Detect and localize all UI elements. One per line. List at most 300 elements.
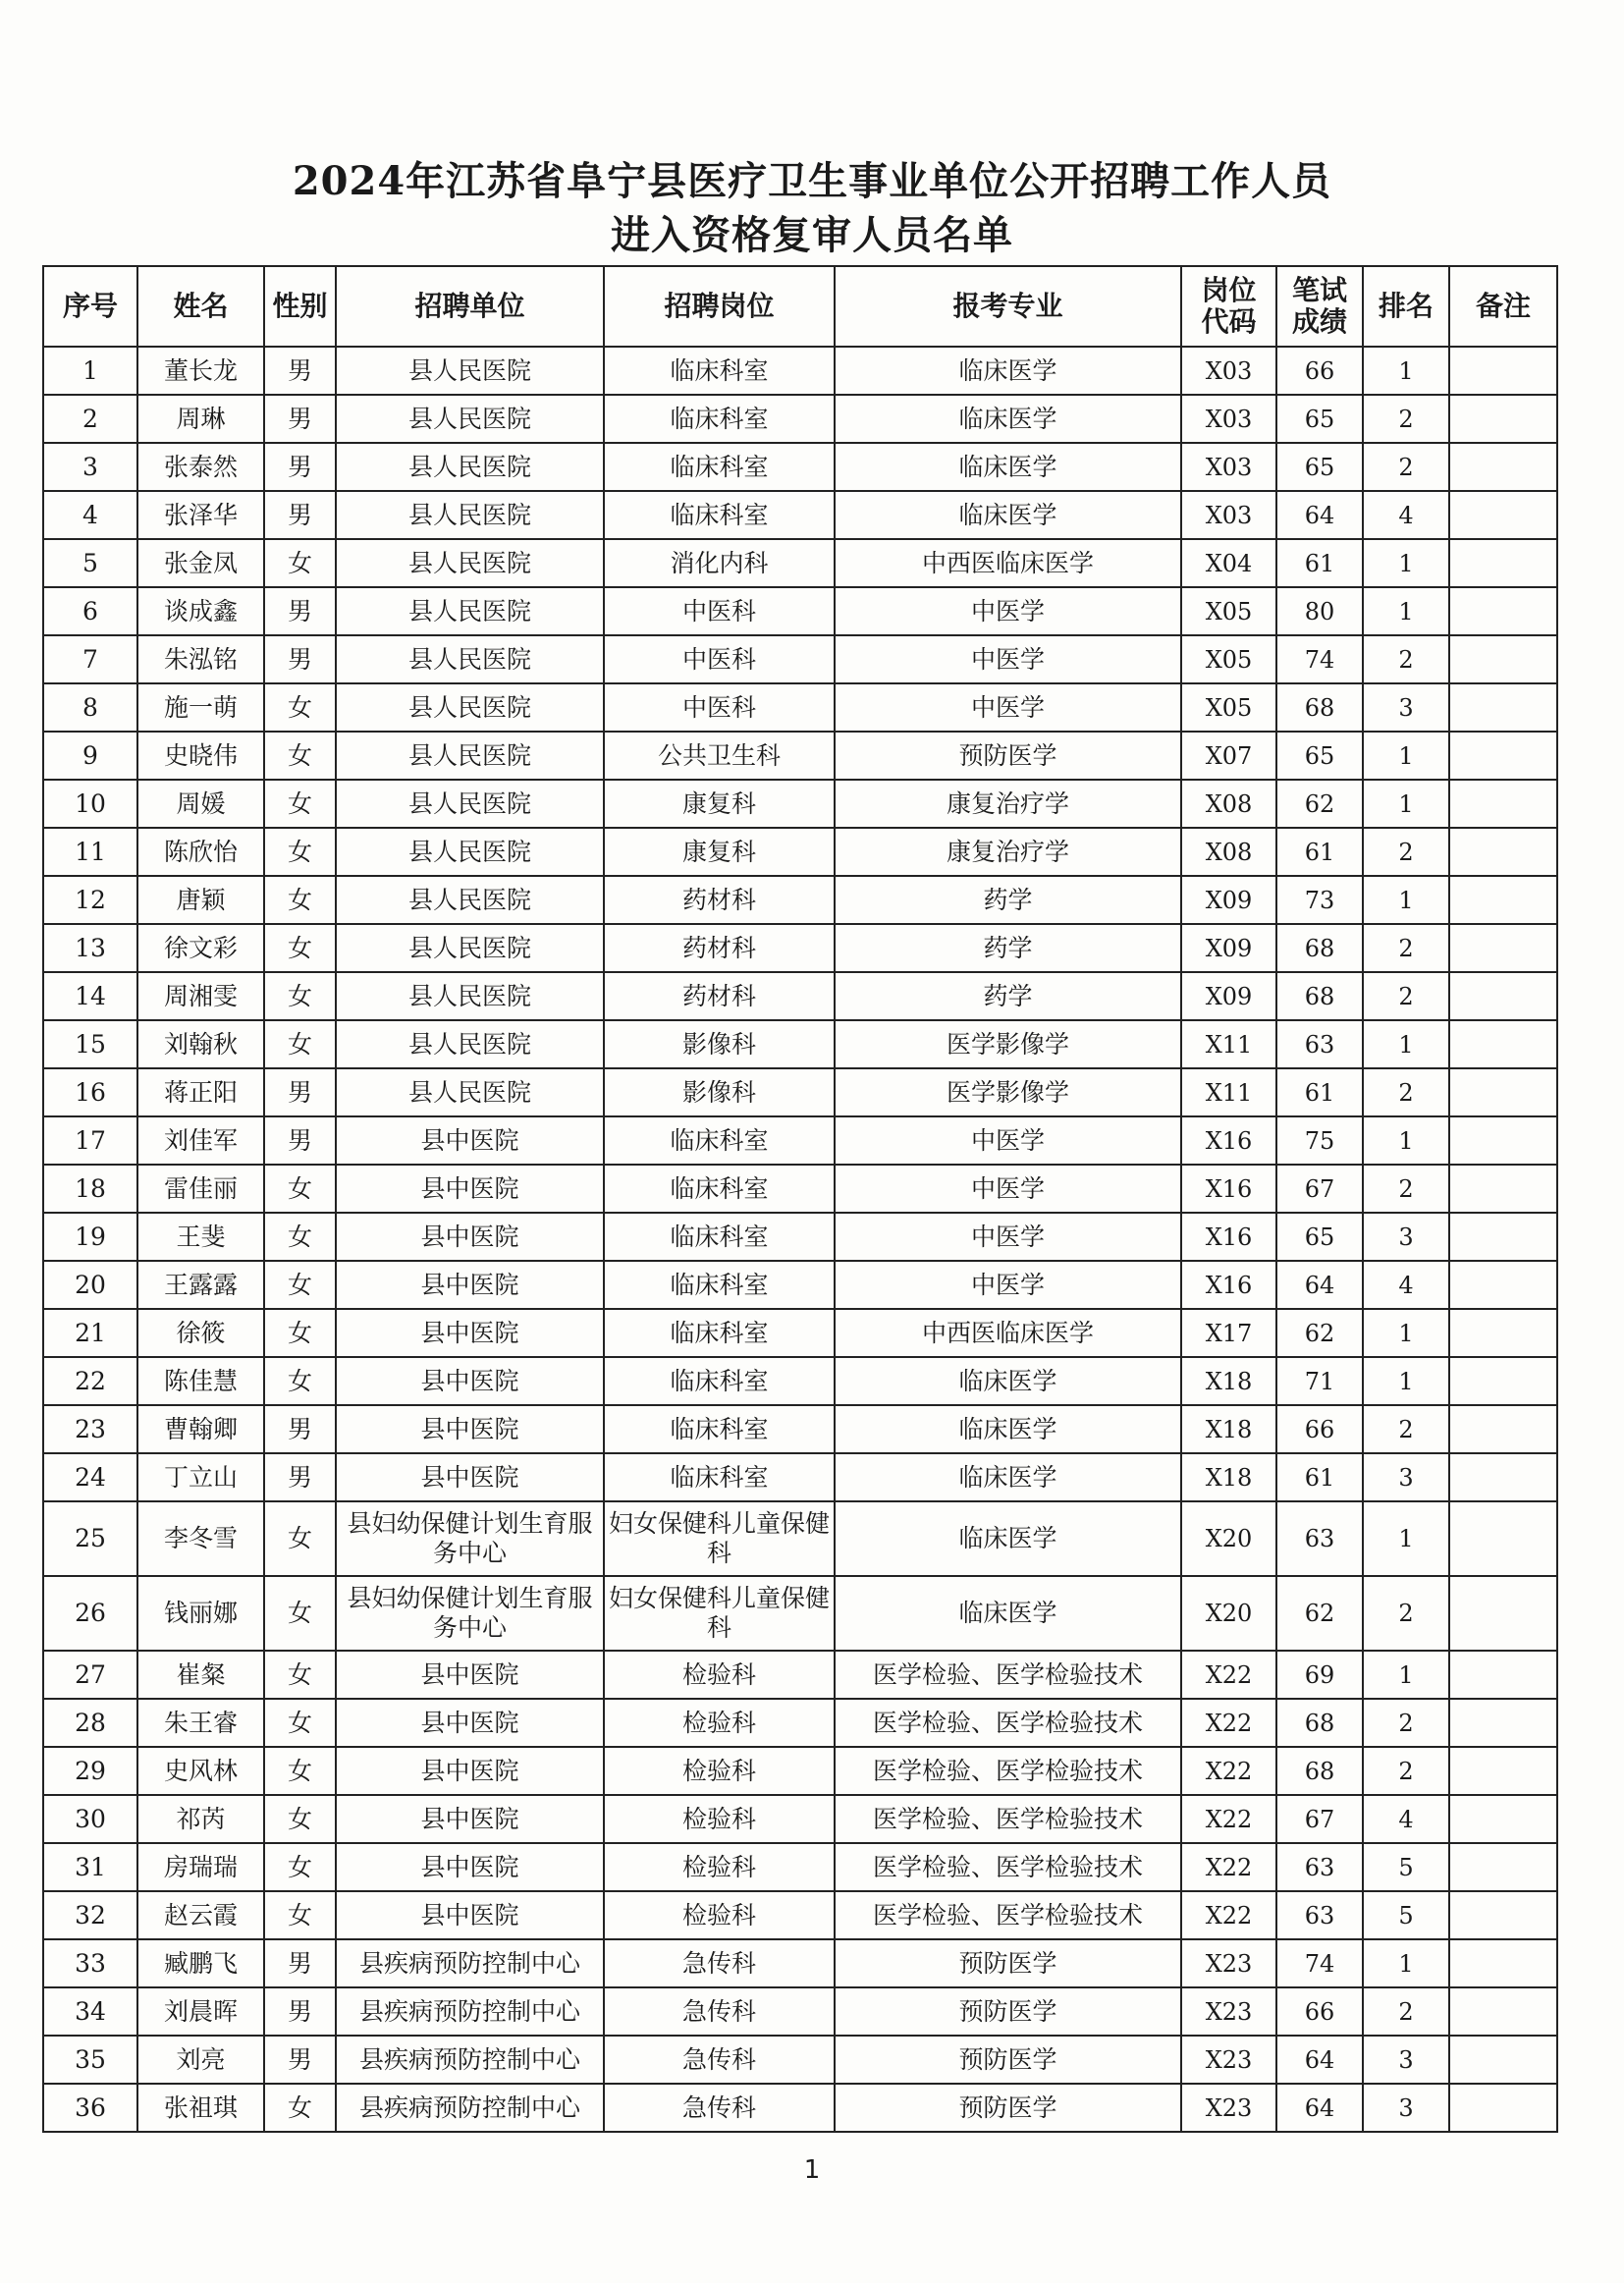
cell-no: 16 [43,1068,137,1116]
table-row [43,876,1557,924]
cell-gender: 女 [264,683,336,732]
cell-name: 崔粲 [137,1651,264,1699]
cell-rank: 1 [1363,876,1449,924]
table-row [43,1651,1557,1699]
cell-no: 27 [43,1651,137,1699]
cell-note [1449,1891,1557,1939]
cell-name: 朱王睿 [137,1699,264,1747]
cell-code: X18 [1181,1453,1276,1501]
cell-unit: 县妇幼保健计划生育服务中心 [336,1501,604,1576]
cell-code: X03 [1181,347,1276,395]
cell-major: 医学检验、医学检验技术 [835,1891,1181,1939]
cell-post: 妇女保健科儿童保健科 [604,1576,835,1651]
cell-score: 75 [1276,1116,1363,1165]
cell-major: 医学检验、医学检验技术 [835,1843,1181,1891]
cell-code: X23 [1181,1939,1276,1987]
cell-no: 22 [43,1357,137,1405]
table-row [43,635,1557,683]
cell-no: 33 [43,1939,137,1987]
cell-note [1449,1116,1557,1165]
table-row [43,395,1557,443]
document-title-line1: 2024年江苏省阜宁县医疗卫生事业单位公开招聘工作人员 [292,158,1332,204]
header-score-line1: 笔试 [1291,274,1347,306]
cell-name: 施一萌 [137,683,264,732]
cell-no: 18 [43,1165,137,1213]
cell-score: 64 [1276,491,1363,539]
cell-code: X22 [1181,1699,1276,1747]
cell-gender: 男 [264,1405,336,1453]
cell-no: 19 [43,1213,137,1261]
cell-note [1449,491,1557,539]
cell-post: 检验科 [604,1747,835,1795]
cell-note [1449,828,1557,876]
cell-unit: 县人民医院 [336,491,604,539]
cell-note [1449,1843,1557,1891]
table-body [43,347,1557,2132]
table-row [43,1747,1557,1795]
cell-unit: 县疾病预防控制中心 [336,1939,604,1987]
cell-rank: 1 [1363,347,1449,395]
cell-name: 唐颖 [137,876,264,924]
header-unit: 招聘单位 [336,266,604,347]
cell-unit: 县中医院 [336,1213,604,1261]
cell-rank: 1 [1363,1501,1449,1576]
cell-code: X16 [1181,1165,1276,1213]
cell-rank: 2 [1363,828,1449,876]
cell-unit: 县中医院 [336,1795,604,1843]
cell-post: 急传科 [604,2036,835,2084]
cell-note [1449,1309,1557,1357]
cell-rank: 3 [1363,683,1449,732]
cell-rank: 1 [1363,539,1449,587]
cell-name: 雷佳丽 [137,1165,264,1213]
cell-rank: 4 [1363,491,1449,539]
cell-unit: 县人民医院 [336,443,604,491]
cell-post: 临床科室 [604,347,835,395]
table-row [43,972,1557,1020]
cell-score: 68 [1276,683,1363,732]
cell-post: 影像科 [604,1020,835,1068]
cell-note [1449,1795,1557,1843]
cell-no: 11 [43,828,137,876]
cell-major: 预防医学 [835,2036,1181,2084]
cell-post: 公共卫生科 [604,732,835,780]
cell-rank: 2 [1363,395,1449,443]
cell-gender: 女 [264,1020,336,1068]
cell-code: X07 [1181,732,1276,780]
candidate-table [42,265,1558,2133]
cell-score: 63 [1276,1020,1363,1068]
cell-post: 急传科 [604,2084,835,2132]
cell-gender: 女 [264,1165,336,1213]
cell-score: 63 [1276,1501,1363,1576]
cell-note [1449,1020,1557,1068]
cell-gender: 女 [264,828,336,876]
cell-code: X20 [1181,1501,1276,1576]
table-row [43,1116,1557,1165]
cell-score: 71 [1276,1357,1363,1405]
cell-major: 临床医学 [835,491,1181,539]
cell-no: 5 [43,539,137,587]
cell-post: 中医科 [604,683,835,732]
cell-post: 检验科 [604,1795,835,1843]
cell-post: 药材科 [604,876,835,924]
cell-code: X16 [1181,1213,1276,1261]
cell-score: 62 [1276,1576,1363,1651]
cell-no: 35 [43,2036,137,2084]
cell-unit: 县中医院 [336,1357,604,1405]
cell-unit: 县中医院 [336,1453,604,1501]
cell-name: 蒋正阳 [137,1068,264,1116]
cell-rank: 1 [1363,1939,1449,1987]
header-note: 备注 [1449,266,1557,347]
cell-no: 30 [43,1795,137,1843]
cell-major: 医学检验、医学检验技术 [835,1795,1181,1843]
cell-unit: 县中医院 [336,1843,604,1891]
cell-post: 临床科室 [604,1261,835,1309]
cell-note [1449,587,1557,635]
cell-no: 20 [43,1261,137,1309]
cell-score: 67 [1276,1795,1363,1843]
cell-code: X22 [1181,1891,1276,1939]
cell-no: 23 [43,1405,137,1453]
cell-code: X17 [1181,1309,1276,1357]
cell-major: 中西医临床医学 [835,539,1181,587]
cell-rank: 1 [1363,1116,1449,1165]
cell-rank: 1 [1363,1651,1449,1699]
cell-score: 61 [1276,1068,1363,1116]
cell-gender: 女 [264,972,336,1020]
cell-note [1449,1939,1557,1987]
cell-score: 74 [1276,1939,1363,1987]
table-row [43,2036,1557,2084]
cell-gender: 女 [264,2084,336,2132]
cell-name: 朱泓铭 [137,635,264,683]
cell-rank: 2 [1363,443,1449,491]
cell-score: 62 [1276,780,1363,828]
cell-no: 13 [43,924,137,972]
cell-score: 64 [1276,2036,1363,2084]
table-row [43,1501,1557,1576]
cell-code: X08 [1181,828,1276,876]
cell-no: 9 [43,732,137,780]
cell-no: 29 [43,1747,137,1795]
table-row [43,1165,1557,1213]
cell-code: X18 [1181,1405,1276,1453]
cell-gender: 女 [264,1501,336,1576]
cell-rank: 1 [1363,1020,1449,1068]
cell-no: 10 [43,780,137,828]
cell-unit: 县人民医院 [336,347,604,395]
cell-unit: 县人民医院 [336,1068,604,1116]
cell-code: X05 [1181,587,1276,635]
cell-name: 曹翰卿 [137,1405,264,1453]
cell-major: 中医学 [835,1213,1181,1261]
cell-major: 中医学 [835,1116,1181,1165]
cell-code: X09 [1181,924,1276,972]
cell-name: 董长龙 [137,347,264,395]
cell-name: 陈佳慧 [137,1357,264,1405]
cell-unit: 县人民医院 [336,683,604,732]
cell-score: 68 [1276,972,1363,1020]
cell-code: X09 [1181,876,1276,924]
cell-unit: 县中医院 [336,1116,604,1165]
cell-no: 31 [43,1843,137,1891]
cell-rank: 3 [1363,1453,1449,1501]
cell-gender: 女 [264,732,336,780]
cell-name: 丁立山 [137,1453,264,1501]
cell-major: 医学影像学 [835,1020,1181,1068]
cell-score: 66 [1276,1405,1363,1453]
cell-rank: 1 [1363,780,1449,828]
cell-name: 周湘雯 [137,972,264,1020]
cell-name: 王斐 [137,1213,264,1261]
cell-unit: 县中医院 [336,1165,604,1213]
table-row [43,539,1557,587]
cell-major: 临床医学 [835,1576,1181,1651]
cell-post: 临床科室 [604,395,835,443]
cell-gender: 女 [264,1357,336,1405]
cell-code: X22 [1181,1651,1276,1699]
cell-major: 预防医学 [835,732,1181,780]
cell-score: 68 [1276,1699,1363,1747]
cell-name: 赵云霞 [137,1891,264,1939]
cell-name: 李冬雪 [137,1501,264,1576]
cell-gender: 男 [264,1068,336,1116]
cell-post: 急传科 [604,1987,835,2036]
cell-score: 61 [1276,1453,1363,1501]
cell-rank: 1 [1363,1357,1449,1405]
cell-no: 26 [43,1576,137,1651]
cell-note [1449,924,1557,972]
cell-score: 80 [1276,587,1363,635]
cell-code: X09 [1181,972,1276,1020]
cell-post: 临床科室 [604,491,835,539]
cell-gender: 男 [264,2036,336,2084]
cell-post: 中医科 [604,587,835,635]
cell-major: 医学检验、医学检验技术 [835,1699,1181,1747]
cell-rank: 1 [1363,587,1449,635]
cell-major: 药学 [835,924,1181,972]
cell-name: 刘晨晖 [137,1987,264,2036]
cell-code: X05 [1181,683,1276,732]
table-row [43,1795,1557,1843]
cell-post: 临床科室 [604,1405,835,1453]
cell-score: 65 [1276,1213,1363,1261]
header-name: 姓名 [137,266,264,347]
cell-note [1449,1453,1557,1501]
cell-gender: 男 [264,1939,336,1987]
table-header-row [43,266,1557,347]
cell-code: X03 [1181,443,1276,491]
cell-score: 63 [1276,1843,1363,1891]
cell-note [1449,1747,1557,1795]
cell-major: 中医学 [835,683,1181,732]
cell-name: 史晓伟 [137,732,264,780]
cell-code: X23 [1181,2084,1276,2132]
cell-major: 临床医学 [835,1453,1181,1501]
cell-note [1449,1068,1557,1116]
cell-gender: 女 [264,924,336,972]
cell-name: 刘翰秋 [137,1020,264,1068]
cell-score: 69 [1276,1651,1363,1699]
cell-no: 32 [43,1891,137,1939]
header-gender: 性别 [264,266,336,347]
cell-post: 康复科 [604,828,835,876]
cell-gender: 女 [264,780,336,828]
cell-no: 36 [43,2084,137,2132]
cell-code: X03 [1181,491,1276,539]
cell-unit: 县中医院 [336,1651,604,1699]
cell-score: 67 [1276,1165,1363,1213]
cell-note [1449,1165,1557,1213]
cell-major: 中医学 [835,635,1181,683]
cell-note [1449,443,1557,491]
cell-unit: 县疾病预防控制中心 [336,1987,604,2036]
cell-unit: 县人民医院 [336,539,604,587]
cell-post: 检验科 [604,1651,835,1699]
cell-major: 临床医学 [835,1501,1181,1576]
table-row [43,1453,1557,1501]
cell-code: X16 [1181,1261,1276,1309]
cell-name: 钱丽娜 [137,1576,264,1651]
cell-rank: 2 [1363,1699,1449,1747]
cell-code: X11 [1181,1068,1276,1116]
cell-post: 检验科 [604,1891,835,1939]
table-row [43,1261,1557,1309]
cell-unit: 县人民医院 [336,780,604,828]
cell-note [1449,539,1557,587]
cell-gender: 男 [264,587,336,635]
cell-major: 药学 [835,972,1181,1020]
cell-major: 临床医学 [835,443,1181,491]
cell-major: 临床医学 [835,395,1181,443]
cell-note [1449,1261,1557,1309]
cell-score: 73 [1276,876,1363,924]
cell-gender: 女 [264,1699,336,1747]
cell-unit: 县中医院 [336,1309,604,1357]
cell-gender: 女 [264,539,336,587]
cell-rank: 2 [1363,1405,1449,1453]
table-row [43,732,1557,780]
cell-rank: 2 [1363,1165,1449,1213]
header-score [1276,266,1363,347]
cell-code: X23 [1181,2036,1276,2084]
document-title-line2: 进入资格复审人员名单 [611,212,1013,258]
cell-score: 66 [1276,1987,1363,2036]
cell-name: 祁芮 [137,1795,264,1843]
cell-rank: 5 [1363,1891,1449,1939]
cell-note [1449,347,1557,395]
cell-no: 7 [43,635,137,683]
table-row [43,780,1557,828]
header-code [1181,266,1276,347]
cell-rank: 2 [1363,924,1449,972]
header-no: 序号 [43,266,137,347]
cell-post: 药材科 [604,972,835,1020]
cell-note [1449,1576,1557,1651]
cell-post: 检验科 [604,1699,835,1747]
table-row [43,683,1557,732]
table-row [43,587,1557,635]
cell-no: 15 [43,1020,137,1068]
cell-post: 康复科 [604,780,835,828]
cell-name: 王露露 [137,1261,264,1309]
header-rank: 排名 [1363,266,1449,347]
cell-rank: 1 [1363,732,1449,780]
cell-score: 74 [1276,635,1363,683]
cell-rank: 4 [1363,1795,1449,1843]
cell-gender: 男 [264,1987,336,2036]
cell-unit: 县中医院 [336,1405,604,1453]
cell-major: 医学检验、医学检验技术 [835,1651,1181,1699]
cell-gender: 男 [264,1453,336,1501]
cell-major: 康复治疗学 [835,828,1181,876]
table-row [43,491,1557,539]
table-row [43,443,1557,491]
cell-unit: 县人民医院 [336,587,604,635]
cell-note [1449,1987,1557,2036]
cell-post: 急传科 [604,1939,835,1987]
cell-note [1449,635,1557,683]
table-row [43,1309,1557,1357]
table-row [43,1020,1557,1068]
cell-code: X16 [1181,1116,1276,1165]
cell-code: X11 [1181,1020,1276,1068]
table-row [43,2084,1557,2132]
cell-unit: 县人民医院 [336,395,604,443]
cell-score: 61 [1276,828,1363,876]
cell-name: 张泽华 [137,491,264,539]
page-number: 1 [803,2155,821,2185]
cell-score: 65 [1276,443,1363,491]
cell-gender: 女 [264,1891,336,1939]
cell-unit: 县人民医院 [336,828,604,876]
cell-code: X22 [1181,1843,1276,1891]
cell-rank: 3 [1363,2036,1449,2084]
cell-no: 4 [43,491,137,539]
table-row [43,1987,1557,2036]
cell-post: 临床科室 [604,1165,835,1213]
cell-unit: 县人民医院 [336,635,604,683]
cell-post: 妇女保健科儿童保健科 [604,1501,835,1576]
table-row [43,924,1557,972]
cell-gender: 女 [264,1651,336,1699]
cell-gender: 男 [264,1116,336,1165]
cell-name: 张泰然 [137,443,264,491]
cell-major: 康复治疗学 [835,780,1181,828]
cell-unit: 县人民医院 [336,1020,604,1068]
cell-gender: 女 [264,1843,336,1891]
cell-no: 25 [43,1501,137,1576]
cell-no: 8 [43,683,137,732]
cell-major: 临床医学 [835,1405,1181,1453]
table-row [43,1213,1557,1261]
cell-name: 臧鹏飞 [137,1939,264,1987]
cell-no: 28 [43,1699,137,1747]
cell-no: 34 [43,1987,137,2036]
cell-code: X23 [1181,1987,1276,2036]
cell-post: 临床科室 [604,1309,835,1357]
cell-gender: 女 [264,1309,336,1357]
cell-major: 预防医学 [835,2084,1181,2132]
cell-code: X20 [1181,1576,1276,1651]
header-code-line1: 岗位 [1201,274,1257,306]
cell-major: 中医学 [835,1261,1181,1309]
cell-unit: 县中医院 [336,1747,604,1795]
cell-major: 临床医学 [835,1357,1181,1405]
cell-note [1449,1501,1557,1576]
